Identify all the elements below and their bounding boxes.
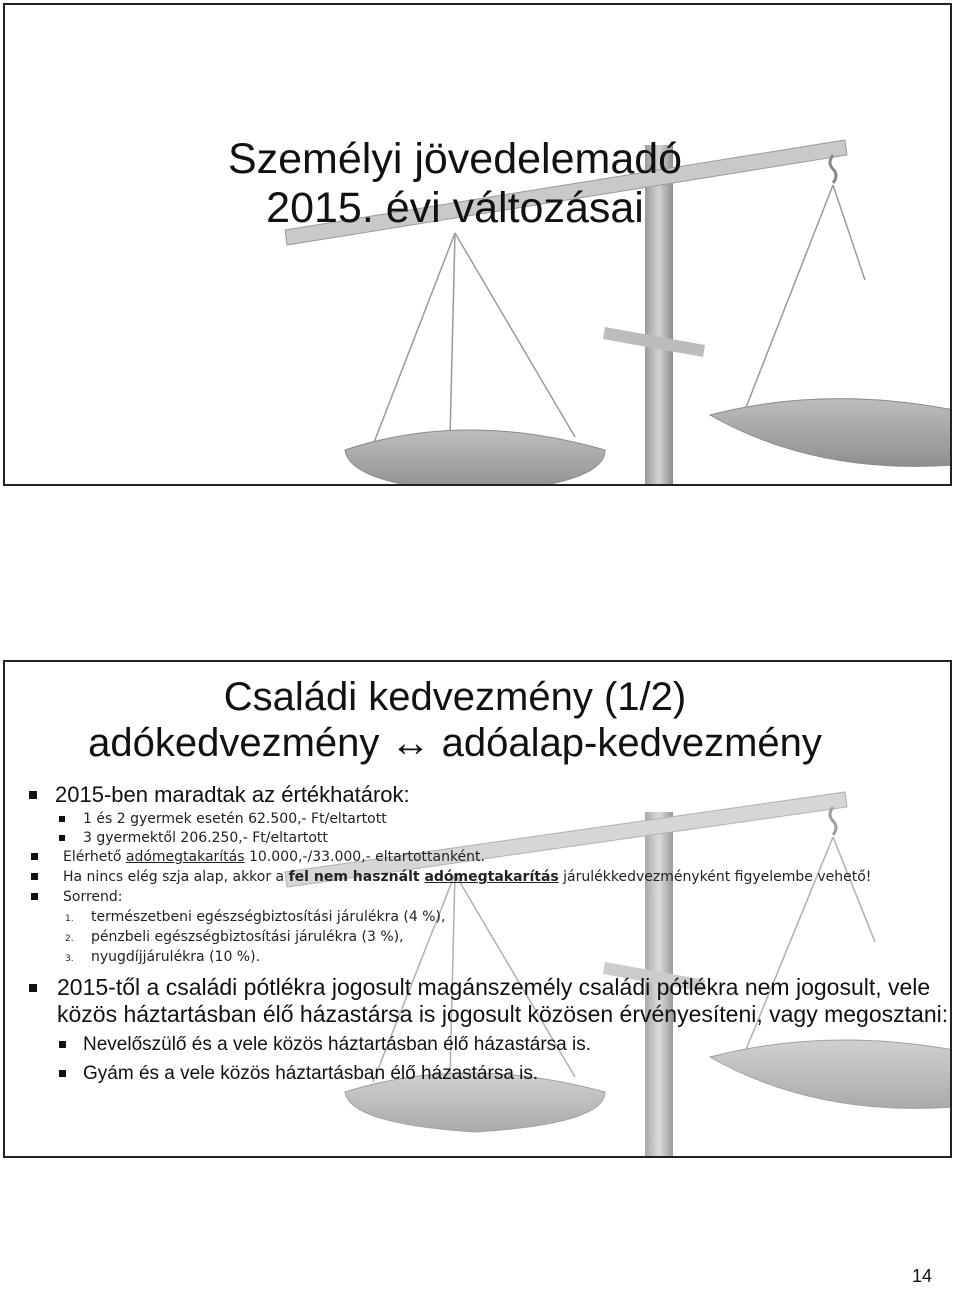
square-bullet-icon <box>59 816 65 822</box>
sub-bullet-item: Nevelőszülő és a vele közös háztartásban élő házastársa is. <box>25 1032 952 1057</box>
sub-bullet-item: Gyám és a vele közös háztartásban élő házastársa is. <box>25 1061 952 1086</box>
numbered-item: 2. pénzbeli egészségbiztosítási járulékra (3 %), <box>65 929 404 945</box>
slide-2-title <box>25 674 885 766</box>
square-bullet-icon <box>31 893 38 900</box>
bullet-item: 2015-től a családi pótlékra jogosult magánszemély családi pótlékra nem jogosult, vele közös háztartásban élő házastársa is jogosult közösen érvényesíteni, vagy megosztani: <box>25 974 952 1028</box>
square-bullet-icon <box>31 853 38 860</box>
slide-1-title-line-2: 2015. évi változásai <box>266 183 644 232</box>
square-bullet-icon <box>29 984 37 992</box>
square-bullet-icon <box>59 1041 66 1048</box>
slide-1 <box>3 3 952 486</box>
bullet-item: 2015-ben maradtak az értékhatárok: <box>25 782 952 808</box>
balance-scale-image <box>5 5 952 486</box>
bullet-item: Ha nincs elég szja alap, akkor a fel nem használt adómegtakarítás járulékkedvezményként figyelembe vehető! <box>25 869 952 886</box>
square-bullet-icon <box>59 1070 66 1077</box>
slide-2 <box>3 660 952 1158</box>
slide-2-content <box>25 782 952 1090</box>
bullet-item: Elérhető adómegtakarítás 10.000,-/33.000,- eltartottanként. <box>25 849 952 866</box>
numbered-item: 1. természetbeni egészségbiztosítási járulékra (4 %), <box>65 909 446 925</box>
numbered-item: 3. nyugdíjjárulékra (10 %). <box>65 949 261 965</box>
square-bullet-icon <box>31 873 38 880</box>
slide-2-title-line-1: Családi kedvezmény (1/2) <box>223 675 687 719</box>
square-bullet-icon <box>29 791 37 799</box>
slide-1-title <box>25 135 885 232</box>
sub-bullet-item: 3 gyermektől 206.250,- Ft/eltartott <box>25 830 952 847</box>
page-number: 14 <box>911 1266 932 1286</box>
slide-2-title-line-2: adókedvezmény ↔ adóalap-kedvezmény <box>88 721 822 765</box>
bullet-item: Sorrend: <box>25 889 952 906</box>
slide-1-title-line-1: Személyi jövedelemadó <box>227 135 683 183</box>
square-bullet-icon <box>59 835 65 841</box>
sub-bullet-item: 1 és 2 gyermek esetén 62.500,- Ft/eltartott <box>25 811 952 828</box>
